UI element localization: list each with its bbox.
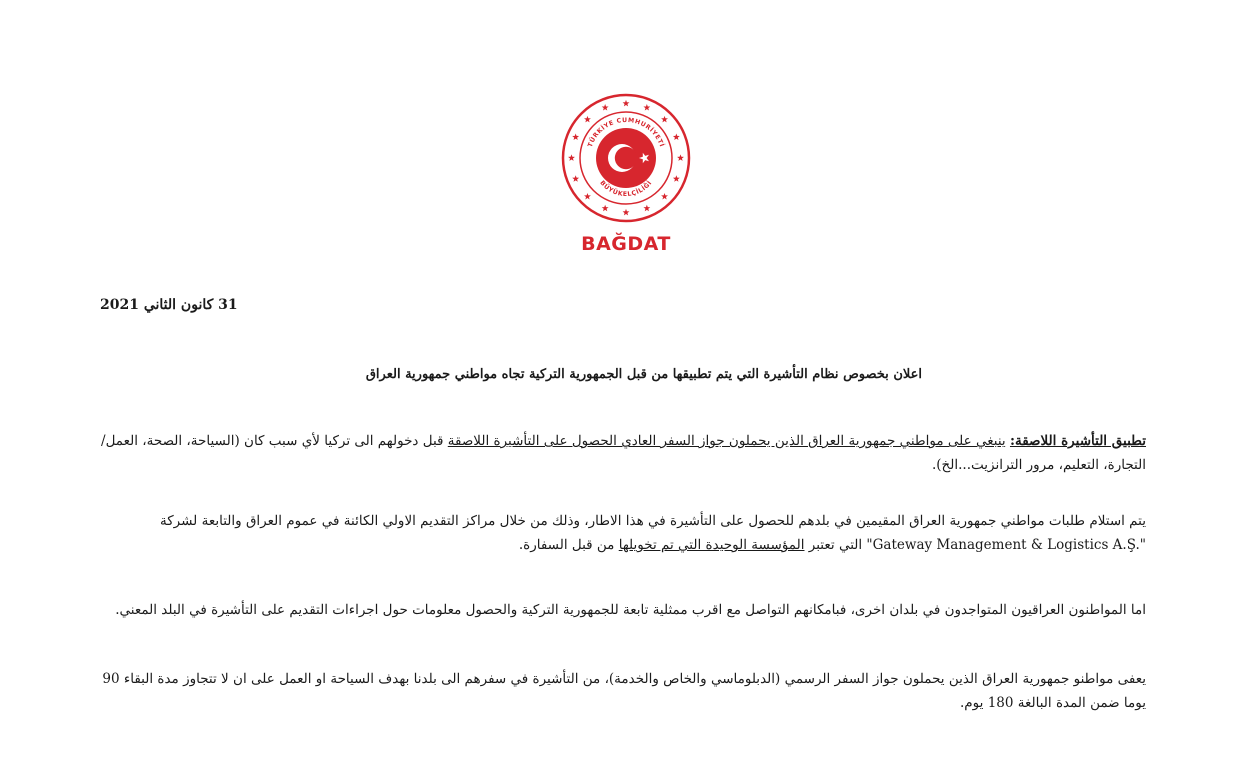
svg-text:BÜYÜKELÇİLİĞİ: BÜYÜKELÇİLİĞİ — [598, 179, 654, 199]
seal-star-icon — [661, 116, 668, 123]
seal-star-icon — [602, 104, 609, 111]
seal-star-icon — [568, 154, 575, 161]
seal-star-icon — [623, 100, 630, 107]
paragraph-citizens-abroad: اما المواطنون العراقيون المتواجدون في بلدان اخرى، فبامكانهم التواصل مع اقرب ممثلية تابعة للجمهورية التركية والحصول معلومات حول اجراءات التقديم على التأشيرة في البلد المعني. — [115, 602, 1146, 618]
seal-star-icon — [643, 205, 650, 212]
paragraph-text: يتم استلام طلبات مواطني جمهورية العراق المقيمين في بلدهم للحصول على التأشيرة في هذا الاطار، وذلك من خلال مراكز التقديم الاولي الكائنة في عموم العراق والتابعة لشركة " — [160, 513, 1146, 553]
svg-text:TÜRKİYE CUMHURİYETİ: TÜRKİYE CUMHURİYETİ — [586, 116, 666, 149]
paragraph-text: " التي تعتبر — [808, 537, 873, 553]
seal-star-icon — [673, 134, 680, 141]
paragraph-sticker-visa — [100, 429, 1146, 477]
seal-star-icon — [602, 205, 609, 212]
seal-star-icon — [584, 116, 591, 123]
paragraph-heading: تطبيق التأشيرة اللاصقة: — [1009, 433, 1146, 449]
document-date: 31 كانون الثاني 2021 — [100, 297, 238, 313]
embassy-seal-logo — [560, 92, 692, 224]
paragraph-text: من قبل السفارة. — [518, 537, 615, 553]
company-name: Gateway Management & Logistics A.Ş. — [872, 537, 1140, 553]
paragraph-text: قبل دخولهم الى تركيا لأي سبب كان (السياحة، الصحة، العمل/التجارة، التعليم، مرور الترانزيت...الخ). — [101, 433, 1146, 473]
seal-star-icon — [661, 193, 668, 200]
underlined-text: المؤسسة الوحيدة التي تم تخويلها — [618, 537, 805, 553]
seal-star-icon — [677, 154, 684, 161]
seal-star-icon — [584, 193, 591, 200]
underlined-text: ينبغي على مواطني جمهورية العراق الذين يحملون جواز السفر العادي الحصول على التأشيرة اللاصقة — [447, 433, 1006, 449]
seal-star-icon — [643, 104, 650, 111]
seal-star-icon — [572, 134, 579, 141]
seal-star-icon — [623, 209, 630, 216]
seal-star-icon — [673, 175, 680, 182]
seal-star-icon — [572, 175, 579, 182]
paragraph-official-passport-exemption: يعفى مواطنو جمهورية العراق الذين يحملون جواز السفر الرسمي (الدبلوماسي والخاص والخدمة)، من التأشيرة في سفرهم الى بلدنا بهدف السياحة او العمل على ان لا تتجاوز مدة البقاء 90 يوما ضمن المدة البالغة 180 يوم. — [102, 671, 1146, 711]
announcement-title: اعلان بخصوص نظام التأشيرة التي يتم تطبيقها من قبل الجمهورية التركية تجاه مواطني جمهورية العراق — [365, 367, 922, 382]
embassy-city: BAĞDAT — [581, 233, 671, 255]
paragraph-application-centers — [100, 509, 1146, 557]
